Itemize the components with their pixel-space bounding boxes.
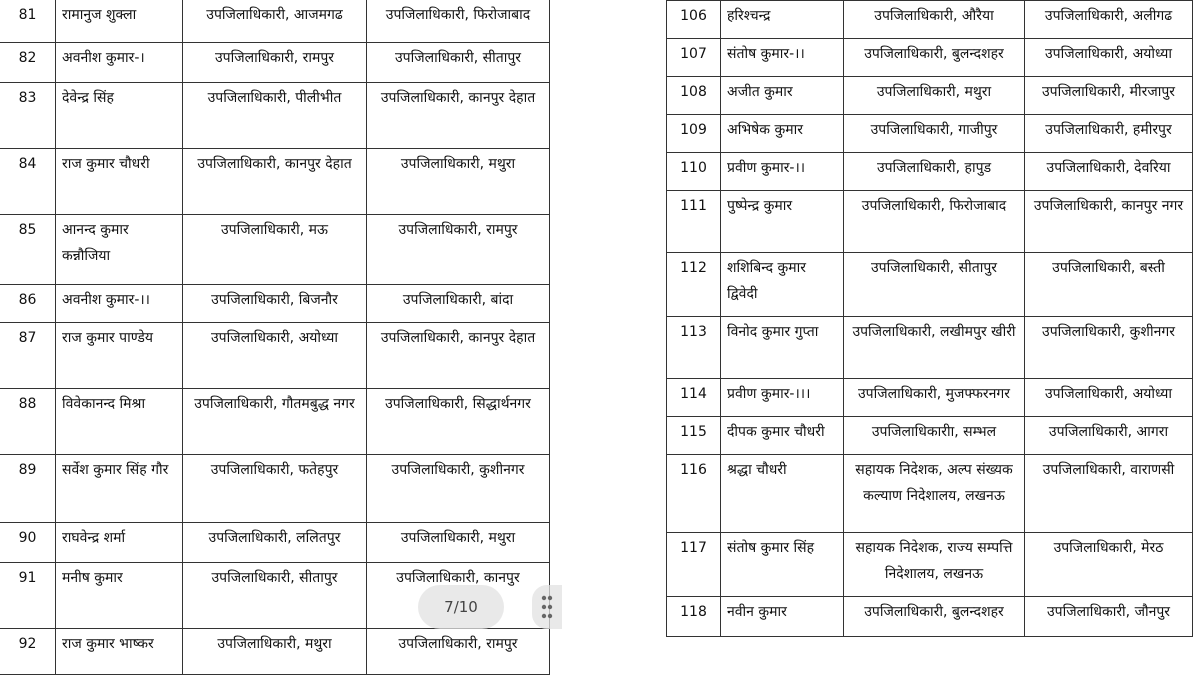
officer-name-cell: राज कुमार पाण्डेय (56, 322, 183, 388)
table-row (667, 253, 1193, 317)
table-row (667, 191, 1193, 253)
table-row (667, 153, 1193, 191)
new-post-cell: उपजिलाधिकारी, हमीरपुर (1025, 115, 1193, 153)
table-row (0, 148, 550, 214)
officer-name-cell: अभिषेक कुमार (721, 115, 844, 153)
officer-name-cell: नवीन कुमार (721, 597, 844, 637)
officer-name-cell: विवेकानन्द मिश्रा (56, 388, 183, 454)
new-post-cell: उपजिलाधिकारी, अयोध्या (1025, 39, 1193, 77)
serial-number-cell: 109 (667, 115, 721, 153)
officer-name-cell: मनीष कुमार (56, 562, 183, 628)
new-post-cell: उपजिलाधिकारी, कानपुर नगर (1025, 191, 1193, 253)
officer-name-cell: हरिश्चन्द्र (721, 1, 844, 39)
current-post-cell: उपजिलाधिकारी, मथुरा (183, 628, 367, 674)
new-post-cell: उपजिलाधिकारी, फिरोजाबाद (367, 0, 550, 42)
document-page-left (0, 0, 560, 675)
current-post-cell: उपजिलाधिकारी, हापुड (844, 153, 1025, 191)
current-post-cell: उपजिलाधिकारी, बिजनौर (183, 284, 367, 322)
new-post-cell: उपजिलाधिकारी, बांदा (367, 284, 550, 322)
serial-number-cell: 82 (0, 42, 56, 82)
new-post-cell: उपजिलाधिकारी, जौनपुर (1025, 597, 1193, 637)
serial-number-cell: 89 (0, 454, 56, 522)
new-post-cell: उपजिलाधिकारी, आगरा (1025, 417, 1193, 455)
serial-number-cell: 115 (667, 417, 721, 455)
officer-name-cell: दीपक कुमार चौधरी (721, 417, 844, 455)
new-post-cell: उपजिलाधिकारी, कुशीनगर (1025, 317, 1193, 379)
new-post-cell: उपजिलाधिकारी, मेरठ (1025, 533, 1193, 597)
table-row (0, 388, 550, 454)
serial-number-cell: 91 (0, 562, 56, 628)
serial-number-cell: 106 (667, 1, 721, 39)
table-row (667, 39, 1193, 77)
officer-name-cell: विनोद कुमार गुप्ता (721, 317, 844, 379)
new-post-cell: उपजिलाधिकारी, रामपुर (367, 214, 550, 284)
current-post-cell: उपजिलाधिकारी, सीतापुर (183, 562, 367, 628)
serial-number-cell: 116 (667, 455, 721, 533)
table-row (0, 522, 550, 562)
serial-number-cell: 83 (0, 82, 56, 148)
current-post-cell: उपजिलाधिकारीा, सम्भल (844, 417, 1025, 455)
officer-name-cell: शशिबिन्द कुमार द्विवेदी (721, 253, 844, 317)
current-post-cell: उपजिलाधिकारी, ललितपुर (183, 522, 367, 562)
new-post-cell: उपजिलाधिकारी, मीरजापुर (1025, 77, 1193, 115)
officer-name-cell: प्रवीण कुमार-।।। (721, 379, 844, 417)
new-post-cell: उपजिलाधिकारी, अलीगढ (1025, 1, 1193, 39)
new-post-cell: उपजिलाधिकारी, सिद्धार्थनगर (367, 388, 550, 454)
current-post-cell: उपजिलाधिकारी, मथुरा (844, 77, 1025, 115)
officer-name-cell: श्रद्धा चौधरी (721, 455, 844, 533)
table-row (667, 317, 1193, 379)
table-row (0, 82, 550, 148)
new-post-cell: उपजिलाधिकारी, अयोध्या (1025, 379, 1193, 417)
new-post-cell: उपजिलाधिकारी, सीतापुर (367, 42, 550, 82)
table-row (667, 115, 1193, 153)
current-post-cell: उपजिलाधिकारी, कानपुर देहात (183, 148, 367, 214)
serial-number-cell: 110 (667, 153, 721, 191)
serial-number-cell: 108 (667, 77, 721, 115)
new-post-cell: उपजिलाधिकारी, देवरिया (1025, 153, 1193, 191)
current-post-cell: उपजिलाधिकारी, गाजीपुर (844, 115, 1025, 153)
dots-grid-icon (541, 594, 553, 620)
current-post-cell: उपजिलाधिकारी, गौतमबुद्ध नगर (183, 388, 367, 454)
table-row (667, 455, 1193, 533)
serial-number-cell: 107 (667, 39, 721, 77)
serial-number-cell: 118 (667, 597, 721, 637)
table-row (0, 628, 550, 674)
officer-name-cell: अवनीश कुमार-। (56, 42, 183, 82)
new-post-cell: उपजिलाधिकारी, कानपुर देहात (367, 82, 550, 148)
serial-number-cell: 85 (0, 214, 56, 284)
officer-name-cell: राघवेन्द्र शर्मा (56, 522, 183, 562)
current-post-cell: उपजिलाधिकारी, औरैया (844, 1, 1025, 39)
officer-name-cell: अजीत कुमार (721, 77, 844, 115)
transfer-table-right (666, 0, 1193, 637)
table-row (0, 322, 550, 388)
officer-name-cell: संतोष कुमार सिंह (721, 533, 844, 597)
serial-number-cell: 88 (0, 388, 56, 454)
serial-number-cell: 114 (667, 379, 721, 417)
officer-name-cell: राज कुमार भाष्कर (56, 628, 183, 674)
current-post-cell: उपजिलाधिकारी, सीतापुर (844, 253, 1025, 317)
new-post-cell: उपजिलाधिकारी, वाराणसी (1025, 455, 1193, 533)
table-row (667, 597, 1193, 637)
current-post-cell: उपजिलाधिकारी, लखीमपुर खीरी (844, 317, 1025, 379)
new-post-cell: उपजिलाधिकारी, बस्ती (1025, 253, 1193, 317)
current-post-cell: उपजिलाधिकारी, आजमगढ (183, 0, 367, 42)
serial-number-cell: 117 (667, 533, 721, 597)
serial-number-cell: 112 (667, 253, 721, 317)
current-post-cell: उपजिलाधिकारी, अयोध्या (183, 322, 367, 388)
officer-name-cell: पुष्पेन्द्र कुमार (721, 191, 844, 253)
transfer-table-left (0, 0, 550, 675)
current-post-cell: उपजिलाधिकारी, मऊ (183, 214, 367, 284)
officer-name-cell: रामानुज शुक्ला (56, 0, 183, 42)
table-row (0, 454, 550, 522)
officer-name-cell: प्रवीण कुमार-।। (721, 153, 844, 191)
officer-name-cell: अवनीश कुमार-।। (56, 284, 183, 322)
serial-number-cell: 90 (0, 522, 56, 562)
page-indicator[interactable] (418, 585, 504, 629)
new-post-cell: उपजिलाधिकारी, मथुरा (367, 522, 550, 562)
new-post-cell: उपजिलाधिकारी, मथुरा (367, 148, 550, 214)
table-row (0, 214, 550, 284)
table-row (0, 42, 550, 82)
current-post-cell: सहायक निदेशक, राज्य सम्पत्ति निदेशालय, लखनऊ (844, 533, 1025, 597)
current-post-cell: सहायक निदेशक, अल्प संख्यक कल्याण निदेशालय, लखनऊ (844, 455, 1025, 533)
new-post-cell: उपजिलाधिकारी, कानपुर (367, 562, 550, 628)
page-indicator-label: 7/10 (444, 598, 478, 616)
serial-number-cell: 81 (0, 0, 56, 42)
new-post-cell: उपजिलाधिकारी, रामपुर (367, 628, 550, 674)
serial-number-cell: 92 (0, 628, 56, 674)
serial-number-cell: 113 (667, 317, 721, 379)
current-post-cell: उपजिलाधिकारी, बुलन्दशहर (844, 597, 1025, 637)
table-row (0, 0, 550, 42)
table-row (0, 284, 550, 322)
document-page-right (666, 0, 1200, 675)
officer-name-cell: देवेन्द्र सिंह (56, 82, 183, 148)
viewer-menu-button[interactable] (532, 585, 562, 629)
current-post-cell: उपजिलाधिकारी, फतेहपुर (183, 454, 367, 522)
current-post-cell: उपजिलाधिकारी, फिरोजाबाद (844, 191, 1025, 253)
officer-name-cell: सर्वेश कुमार सिंह गौर (56, 454, 183, 522)
officer-name-cell: आनन्द कुमार कन्नौजिया (56, 214, 183, 284)
new-post-cell: उपजिलाधिकारी, कुशीनगर (367, 454, 550, 522)
table-row (667, 379, 1193, 417)
table-row (667, 1, 1193, 39)
serial-number-cell: 84 (0, 148, 56, 214)
serial-number-cell: 86 (0, 284, 56, 322)
current-post-cell: उपजिलाधिकारी, पीलीभीत (183, 82, 367, 148)
current-post-cell: उपजिलाधिकारी, बुलन्दशहर (844, 39, 1025, 77)
table-row (667, 77, 1193, 115)
table-row (667, 417, 1193, 455)
serial-number-cell: 111 (667, 191, 721, 253)
officer-name-cell: राज कुमार चौधरी (56, 148, 183, 214)
current-post-cell: उपजिलाधिकारी, रामपुर (183, 42, 367, 82)
officer-name-cell: संतोष कुमार-।। (721, 39, 844, 77)
table-row (667, 533, 1193, 597)
serial-number-cell: 87 (0, 322, 56, 388)
current-post-cell: उपजिलाधिकारी, मुजफ्फरनगर (844, 379, 1025, 417)
new-post-cell: उपजिलाधिकारी, कानपुर देहात (367, 322, 550, 388)
